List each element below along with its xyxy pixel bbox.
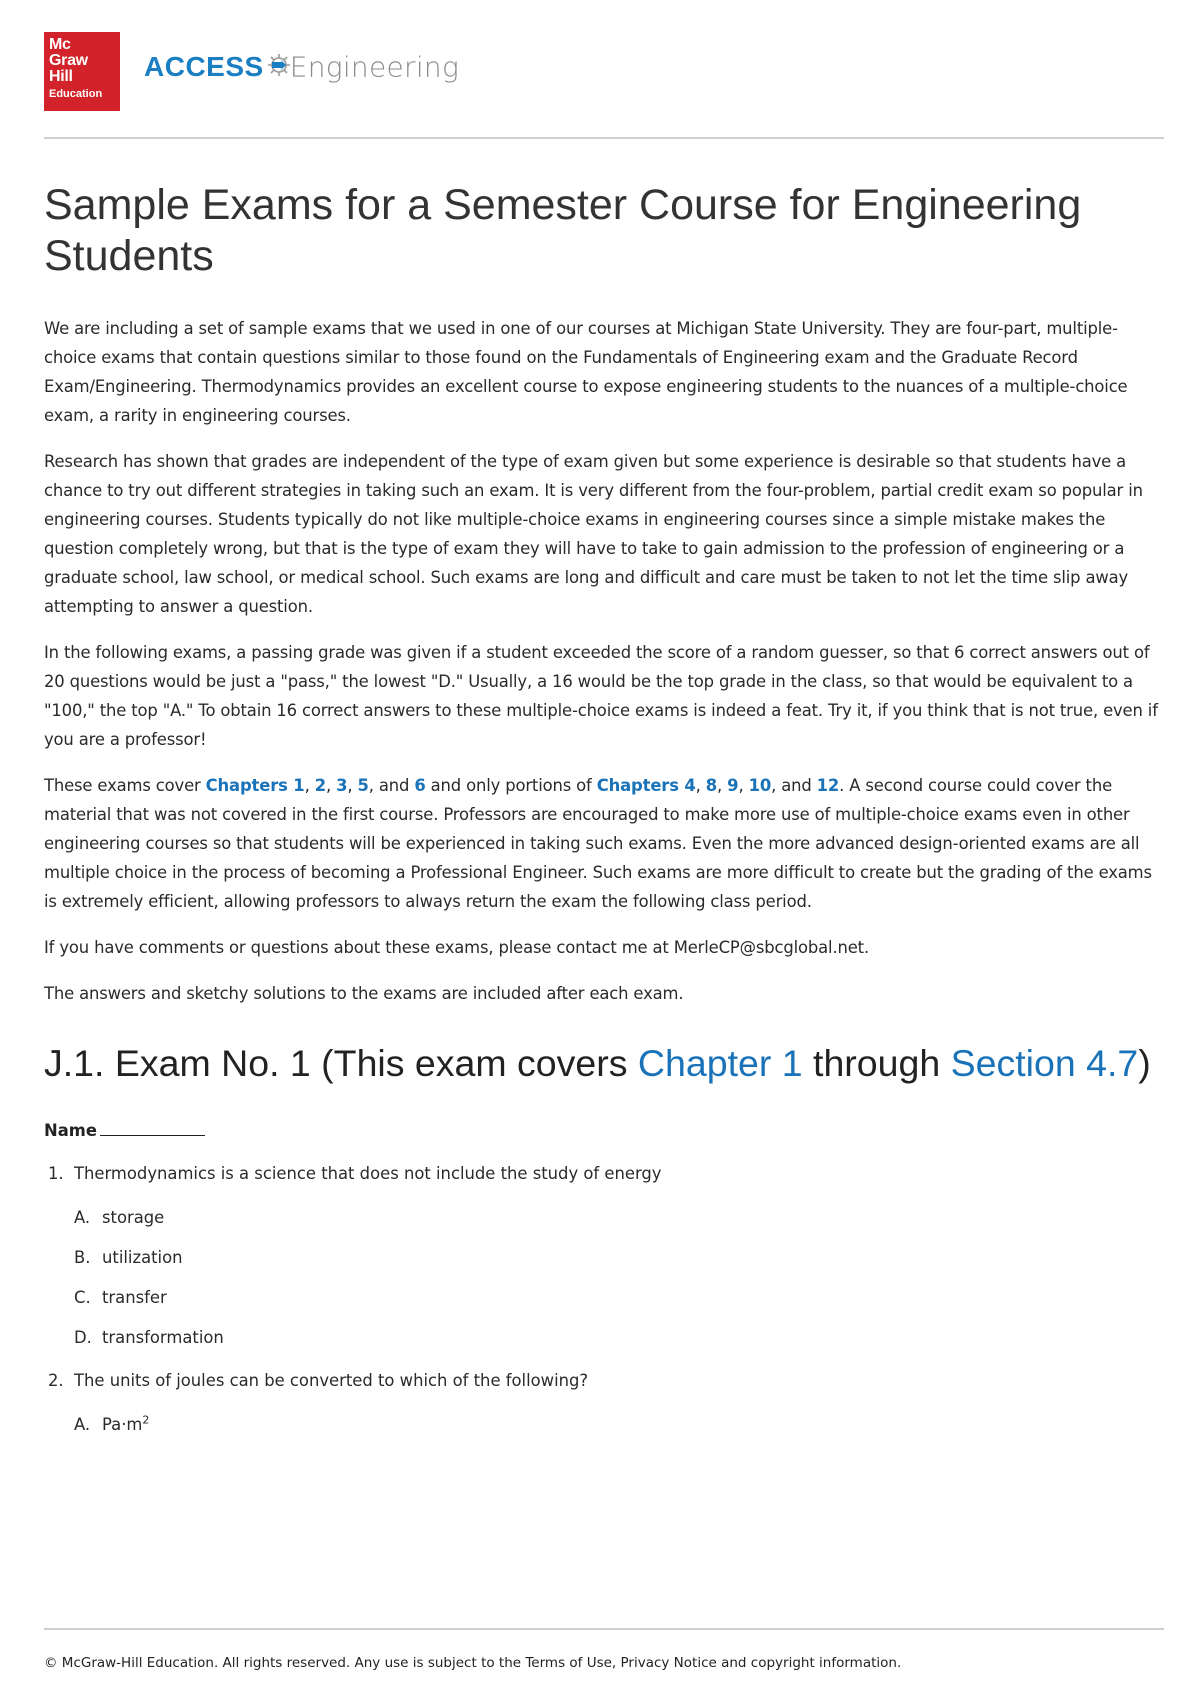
research-paragraph: Research has shown that grades are independent of the type of exam given but some experience is desirable so that students have a chance to try out different strategies in taking such an exam. It is very different from the four-problem, partial credit exam so popular in engineering courses. Students typically do not like multiple-choice exams in engineering courses since a simple mistake makes the question completely wrong, but that is the type of exam they will have to take to gain admission to the profession of engineering or a graduate school, law school, or medical school. Such exams are long and difficult and care must be taken to not let the time slip away attempting to answer a question. <box>44 452 1143 616</box>
page-title: Sample Exams for a Semester Course for Engineering Students <box>44 181 1082 280</box>
coverage-text-start: These exams cover <box>44 776 206 795</box>
intro-paragraph: We are including a set of sample exams that we used in one of our courses at Michigan State University. They are four-part, multiple-choice exams that contain questions similar to those found on the Fundamentals of Engineering exam and the Graduate Record Exam/Engineering. Thermodynamics provides an excellent course to expose engineering students to the nuances of a multiple-choice exam, a rarity in engineering courses. <box>44 319 1128 425</box>
chapter-5-link[interactable]: 5 <box>357 776 369 795</box>
chapter-1-heading-link[interactable]: Chapter 1 <box>637 1042 803 1084</box>
question-2 <box>44 1369 1164 1393</box>
chapter-9-link[interactable]: 9 <box>727 776 739 795</box>
separator: , and <box>771 776 817 795</box>
separator: , <box>325 776 337 795</box>
separator: , <box>738 776 749 795</box>
chapter-1-link[interactable]: Chapters 1 <box>205 776 305 795</box>
separator: , and <box>368 776 415 795</box>
logo-line-education: Education <box>49 88 103 100</box>
question-1-option-c <box>44 1286 1164 1310</box>
copyright-footer: © McGraw-Hill Education. All rights reserved. Any use is subject to the Terms of Use, Privacy Notice and copyright information. <box>44 1655 902 1671</box>
page-header <box>44 32 1164 112</box>
section-4-7-heading-link[interactable]: Section 4.7 <box>950 1042 1139 1084</box>
logo-line-graw: Graw <box>49 52 88 69</box>
logo-engineering-text: Engineering <box>289 50 460 84</box>
gear-icon <box>266 50 292 84</box>
question-1-option-d <box>44 1326 1164 1350</box>
question-1 <box>44 1162 1164 1186</box>
logo-line-hill: Hill <box>49 68 73 85</box>
separator: , <box>304 776 315 795</box>
section-heading-suffix: ) <box>1138 1042 1151 1084</box>
coverage-paragraph <box>44 771 1164 916</box>
contact-paragraph: If you have comments or questions about these exams, please contact me at MerleCP@sbcglobal.net. <box>44 938 870 957</box>
option-text: Pa·m <box>102 1415 143 1434</box>
option-text: storage <box>102 1208 165 1227</box>
option-letter: C. <box>74 1288 91 1307</box>
chapter-12-link[interactable]: 12 <box>816 776 840 795</box>
answers-note-paragraph: The answers and sketchy solutions to the exams are included after each exam. <box>44 984 684 1003</box>
section-heading-middle: through <box>802 1042 951 1084</box>
separator: , <box>695 776 706 795</box>
question-1-option-b <box>44 1246 1164 1270</box>
option-letter: A. <box>74 1208 91 1227</box>
footer-divider <box>44 1628 1164 1630</box>
chapter-8-link[interactable]: 8 <box>705 776 718 795</box>
name-blank-line <box>100 1119 205 1136</box>
option-letter: A. <box>74 1415 91 1434</box>
logo-line-mc: Mc <box>49 36 71 53</box>
separator: , <box>717 776 728 795</box>
question-number: 1. <box>48 1164 64 1183</box>
chapter-4-link[interactable]: Chapters 4 <box>596 776 696 795</box>
chapter-2-link[interactable]: 2 <box>314 776 326 795</box>
question-number: 2. <box>48 1371 64 1390</box>
question-text: Thermodynamics is a science that does not include the study of energy <box>74 1164 662 1183</box>
question-2-option-a <box>44 1413 1164 1437</box>
logo-access-text: ACCESS <box>144 51 264 82</box>
option-letter: D. <box>74 1328 92 1347</box>
coverage-text-middle: and only portions of <box>425 776 597 795</box>
coverage-text-end: . A second course could cover the material that was not covered in the first course. Professors are encouraged to make more use of multiple-choice exams even in other engineering courses so that students will be experienced in taking such exams. Even the more advanced design-oriented exams are all multiple choice in the process of becoming a Professional Engineer. Such exams are more difficult to create but the grading of the exams is extremely efficient, allowing professors to always return the exam the following class period. <box>44 776 1152 911</box>
option-text: transformation <box>102 1328 224 1347</box>
name-field <box>44 1119 1164 1143</box>
option-text: transfer <box>102 1288 167 1307</box>
option-text: utilization <box>102 1248 183 1267</box>
chapter-3-link[interactable]: 3 <box>336 776 348 795</box>
section-heading-prefix: J.1. Exam No. 1 (This exam covers <box>44 1042 638 1084</box>
question-text: The units of joules can be converted to which of the following? <box>74 1371 589 1390</box>
mcgraw-hill-education-logo[interactable] <box>44 32 120 111</box>
chapter-10-link[interactable]: 10 <box>748 776 772 795</box>
grading-paragraph: In the following exams, a passing grade was given if a student exceeded the score of a random guesser, so that 6 correct answers out of 20 questions would be just a "pass," the lowest "D." Usually, a 16 would be the top grade in the class, so that would be equivalent to a "100," the top "A." To obtain 16 correct answers to these multiple-choice exams is indeed a feat. Try it, if you think that is not true, even if you are a professor! <box>44 643 1158 749</box>
header-divider <box>44 137 1164 139</box>
chapter-6-link[interactable]: 6 <box>414 776 426 795</box>
question-1-option-a <box>44 1206 1164 1230</box>
document-body <box>44 180 1164 1437</box>
option-superscript: 2 <box>142 1413 150 1427</box>
name-label: Name <box>44 1121 97 1140</box>
option-letter: B. <box>74 1248 91 1267</box>
access-engineering-logo[interactable] <box>144 50 459 90</box>
separator: , <box>347 776 358 795</box>
exam-section-heading <box>44 1041 1164 1085</box>
